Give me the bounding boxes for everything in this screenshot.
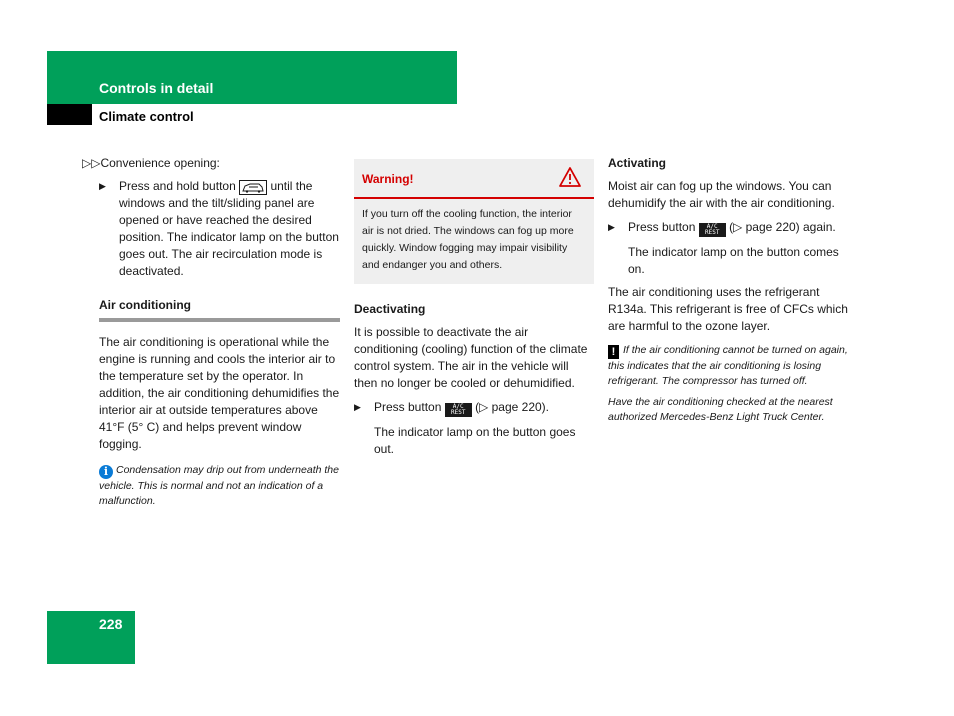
air-conditioning-heading: Air conditioning (99, 298, 191, 312)
section-title: Controls in detail (99, 80, 214, 96)
refrigerant-text: The air conditioning uses the refrigerant R134a. This refrigerant is free of CFCs which are harmful to the ozone layer. (608, 285, 848, 333)
ac-button-icon: A/C REST (699, 223, 726, 237)
step-text-before: Press button (374, 400, 442, 414)
warning-box (354, 159, 594, 284)
heading-rule (99, 318, 340, 322)
info-icon: i (99, 465, 113, 479)
activating-body: Moist air can fog up the windows. You can dehumidify the air with the air conditioning. (608, 179, 835, 210)
step-result: The indicator lamp on the button goes out. (374, 425, 576, 456)
deactivating-body: It is possible to deactivate the air conditioning (cooling) function of the climate control system. The air in the vehicle will then no longer be cooled or dehumidified. (354, 325, 588, 390)
continuation-label: ▷▷Convenience opening: (82, 156, 220, 170)
subsection-title: Climate control (99, 109, 194, 124)
sunroof-button-icon (239, 180, 267, 195)
caution-note-2: Have the air conditioning checked at the nearest authorized Mercedes-Benz Light Truck Center. (608, 396, 833, 423)
step-text-after: (▷ page 220). (475, 400, 550, 414)
step-deactivate (354, 399, 594, 417)
warning-header (354, 159, 594, 199)
section-tab-marker (47, 104, 92, 125)
deactivating-heading: Deactivating (354, 302, 426, 316)
step-convenience-opening (99, 178, 340, 280)
caution-note-text: If the air conditioning cannot be turned on again, this indicates that the air conditioning is losing refrigerant. The compressor has turned off. (608, 344, 848, 387)
right-column (608, 155, 853, 425)
step-text-after: (▷ page 220) again. (729, 220, 836, 234)
info-note-text: Condensation may drip out from underneath the vehicle. This is normal and not an indication of a malfunction. (99, 464, 339, 507)
step-activate (608, 219, 853, 237)
caution-note (608, 343, 853, 389)
triangle-bullet-icon: ▶ (608, 222, 615, 232)
activating-heading: Activating (608, 156, 667, 170)
step-result: The indicator lamp on the button comes on. (628, 245, 839, 276)
warning-text: If you turn off the cooling function, the interior air is not dried. The windows can fog up more quickly. Window fogging may impair visibility and endanger you and others. (362, 208, 574, 271)
left-column (82, 155, 340, 509)
step-text-before: Press and hold button (119, 179, 236, 193)
info-note (99, 463, 340, 509)
step-text-before: Press button (628, 220, 696, 234)
air-conditioning-body: The air conditioning is operational while the engine is running and cools the interior air to the temperature set by the operator. In addition, the air conditioning dehumidifies the interior air at outside temperatures above 41°F (5° C) and helps prevent window fogging. (99, 335, 340, 451)
warning-title: Warning! (362, 172, 414, 186)
warning-triangle-icon (558, 166, 582, 188)
triangle-bullet-icon: ▶ (99, 181, 106, 191)
exclamation-icon: ! (608, 345, 619, 359)
page-number: 228 (99, 616, 123, 632)
step-text-after: until the windows and the tilt/sliding panel are opened or have reached the desired position. The indicator lamp on the button goes out. The air recirculation mode is deactivated. (119, 179, 339, 278)
header-band (47, 51, 457, 104)
triangle-bullet-icon: ▶ (354, 402, 361, 412)
middle-column (354, 159, 594, 458)
ac-button-icon: A/C REST (445, 403, 472, 417)
